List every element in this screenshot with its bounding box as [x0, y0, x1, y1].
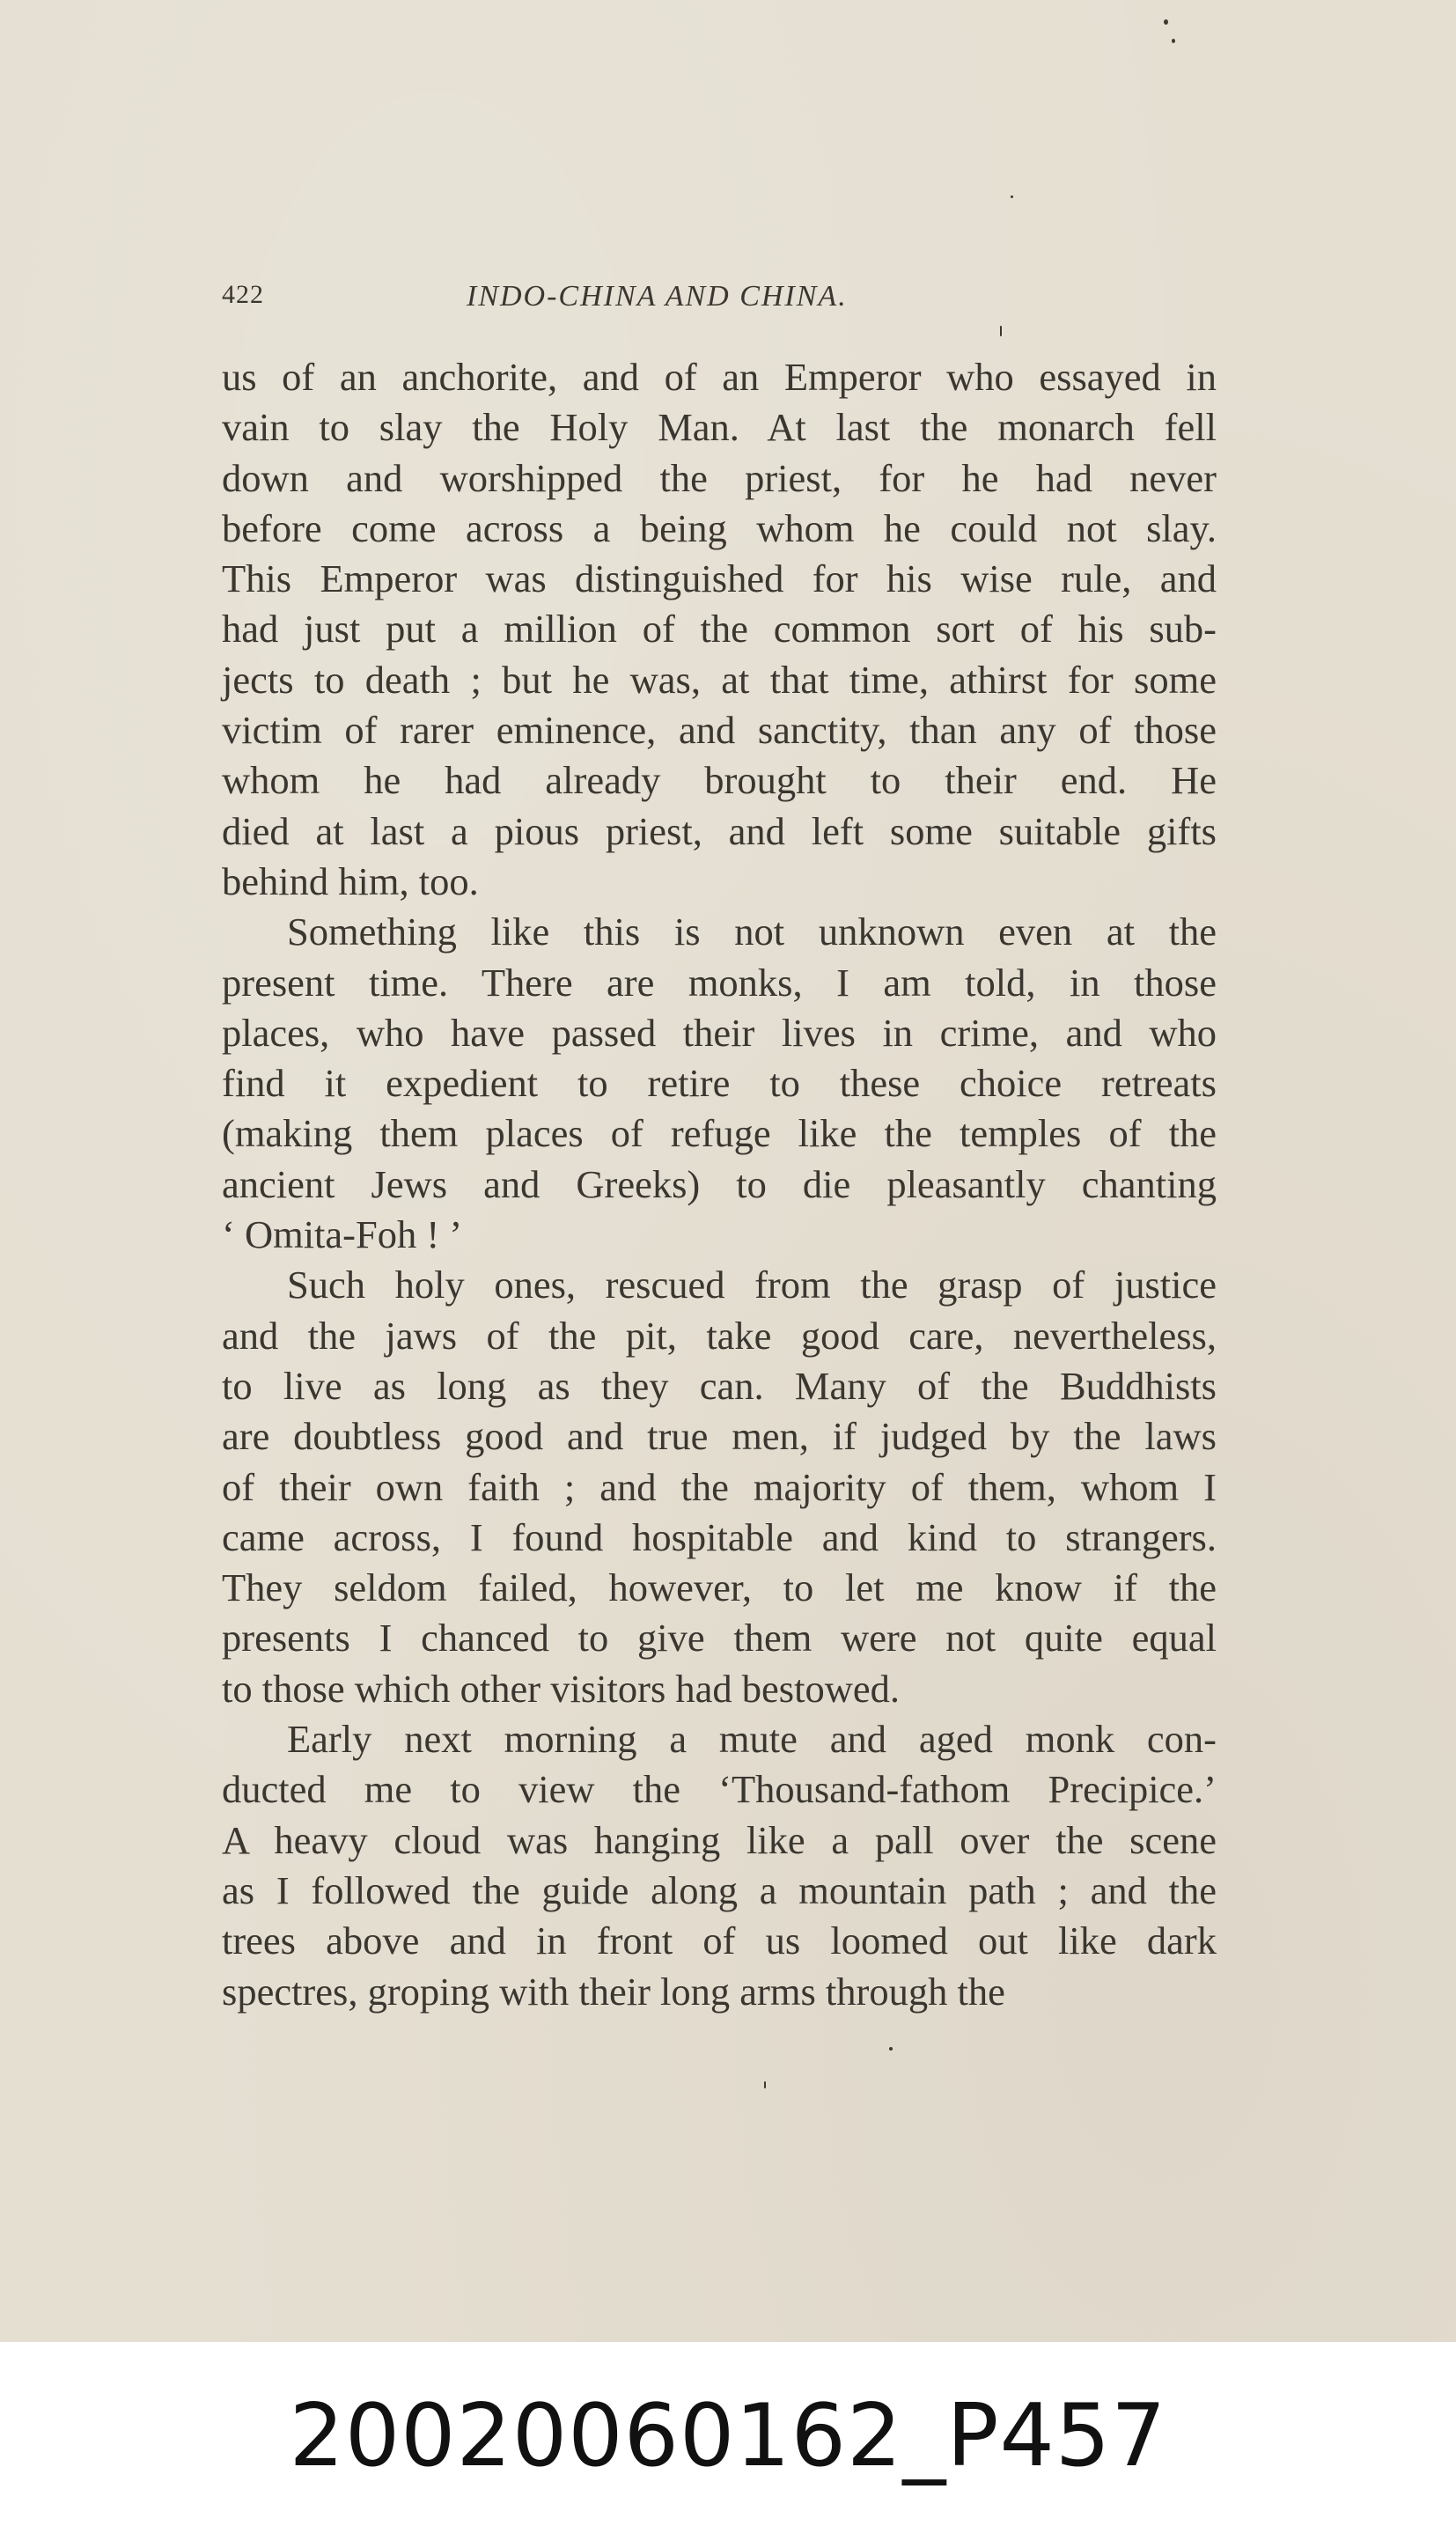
dust-speck — [1172, 39, 1175, 43]
text-line: presents I chanced to give them were not quite equal — [222, 1616, 1217, 1661]
text-line: victim of rarer eminence, and sanctity, than any of those — [222, 708, 1217, 753]
text-line: jects to death ; but he was, at that time, athirst for some — [222, 657, 1217, 702]
text-line: whom he had already brought to their end. He — [222, 758, 1217, 803]
text-line: This Emperor was distinguished for his wise rule, and — [222, 556, 1217, 601]
text-line: Something like this is not unknown even at the — [287, 909, 1217, 954]
text-line: and the jaws of the pit, take good care, nevertheless, — [222, 1313, 1217, 1358]
dust-speck — [764, 2081, 766, 2088]
text-line: (making them places of refuge like the temples of the — [222, 1111, 1217, 1156]
text-line: Such holy ones, rescued from the grasp of justice — [287, 1263, 1217, 1307]
text-line: A heavy cloud was hanging like a pall over the scene — [222, 1817, 1217, 1862]
text-line: Early next morning a mute and aged monk con- — [287, 1717, 1217, 1762]
text-line: spectres, groping with their long arms through the — [222, 1969, 1005, 2014]
text-line: had just put a million of the common sort of his sub- — [222, 607, 1217, 652]
text-line: to live as long as they can. Many of the Buddhists — [222, 1363, 1217, 1408]
text-line: trees above and in front of us loomed out like dark — [222, 1918, 1217, 1963]
dust-speck — [889, 2047, 893, 2051]
text-line: before come across a being whom he could not slay. — [222, 505, 1217, 550]
text-line: as I followed the guide along a mountain path ; and the — [222, 1867, 1217, 1912]
text-line: vain to slay the Holy Man. At last the monarch fell — [222, 405, 1217, 450]
text-line: died at last a pious priest, and left some suitable gifts — [222, 808, 1217, 853]
text-line: ducted me to view the ‘Thousand-fathom Precipice.’ — [222, 1767, 1217, 1812]
body-text — [222, 352, 1217, 2017]
dust-speck — [1000, 326, 1002, 336]
text-line: us of an anchorite, and of an Emperor who essayed in — [222, 355, 1217, 399]
page-number: 422 — [222, 280, 264, 309]
page-header — [222, 280, 1217, 319]
dust-speck — [1011, 195, 1013, 198]
text-line: of their own faith ; and the majority of them, whom I — [222, 1464, 1217, 1509]
image-identifier: 20020060162_P457 — [289, 2386, 1167, 2486]
text-line: ‘ Omita-Foh ! ’ — [222, 1212, 463, 1257]
text-line: down and worshipped the priest, for he had never — [222, 455, 1217, 500]
text-line: came across, I found hospitable and kind to strangers. — [222, 1514, 1217, 1559]
text-line: They seldom failed, however, to let me know if the — [222, 1565, 1217, 1610]
dust-speck — [1164, 19, 1168, 25]
text-line: are doubtless good and true men, if judged by the laws — [222, 1414, 1217, 1459]
text-line: ancient Jews and Greeks) to die pleasantly chanting — [222, 1161, 1217, 1206]
text-line: places, who have passed their lives in crime, and who — [222, 1010, 1217, 1055]
text-line: behind him, too. — [222, 858, 479, 903]
text-line: to those which other visitors had bestowed. — [222, 1666, 900, 1711]
text-line: present time. There are monks, I am told, in those — [222, 960, 1217, 1005]
running-head: INDO-CHINA AND CHINA. — [467, 280, 848, 313]
text-line: find it expedient to retire to these choice retreats — [222, 1061, 1217, 1106]
